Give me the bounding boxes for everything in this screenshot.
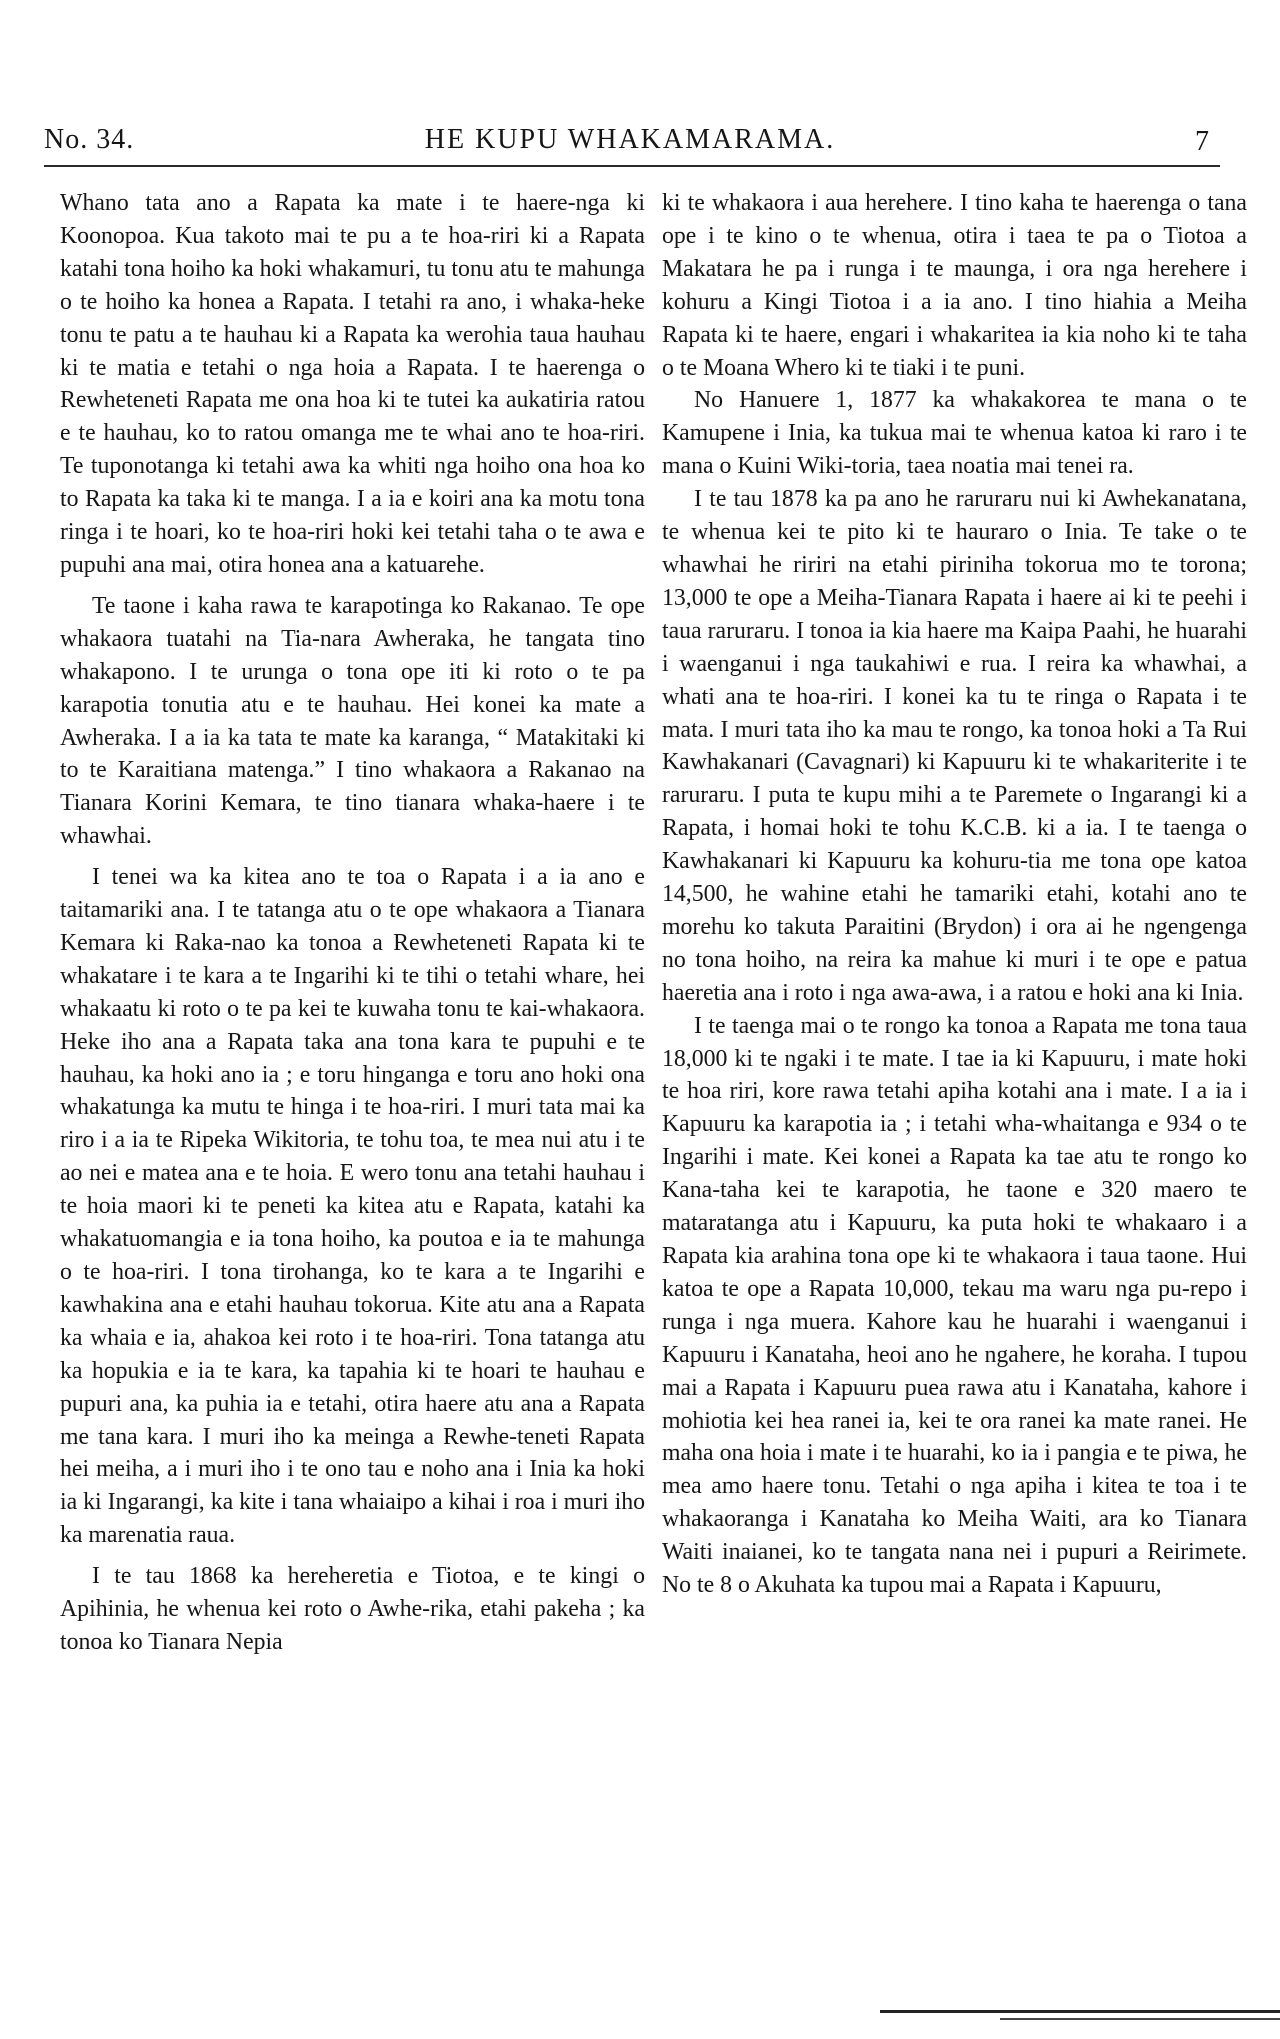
paragraph: No Hanuere 1, 1877 ka whakakorea te mana o te Kamupene i Inia, ka tukua mai te whenua katoa ki raro i te mana o Kuini Wiki-toria, taea noatia mai tenei ra. [662,387,1247,480]
paragraph: I te tau 1878 ka pa ano he raruraru nui ki Awhekanatana, te whenua kei te pito ki te hauraro o Inia. Te take o te whawhai he ririri na etahi piriniha tokorua mo te torona; 13,000 te ope a Meiha-Tianara Rapata i haere ai ki te peehi i taua raruraru. I tonoa ia kia haere ma Kaipa Paahi, he huarahi i waenganui i nga taukahiwi e rua. I reira ka whawhai, a whati ana te hoa-riri. I konei ka tu te ringa o Rapata i te mata. I muri tata iho ka mau te rongo, ka tonoa hoki a Ta Rui Kawhakanari (Cavagnari) ki Kapuuru ki te whakariterite i te raruraru. I puta te kupu mihi a te Paremete o Ingarangi ki a Rapata, i homai hoki te tohu K.C.B. ki a ia. I te taenga o Kawhakanari ki Kapuuru ka kohuru-tia me tona ope katoa 14,500, he wahine etahi he tamariki etahi, kotahi ano te morehu ko takuta Paraitini (Brydon) i ora ai he ngengenga no tona hoiho, na reira ka mahue ki muri i te ope e patua haeretia ana i roto i nga awa-awa, i a ratou e hoki ana ki Inia. [662,486,1247,1006]
page-number: 7 [1195,126,1210,157]
right-column [662,187,1247,1602]
paragraph: I te taenga mai o te rongo ka tonoa a Rapata me tona taua 18,000 ki te ngaki i te mate. I tae ia ki Kapuuru, i mate hoki te hoa riri, kore rawa tetahi apiha kotahi ana i mate. I a ia i Kapuuru ka karapotia ia ; i tetahi wha-whaitanga e 934 o te Ingarihi i mate. Kei konei a Rapata ka tae atu te rongo ko Kana-taha kei te karapotia, he taone e 320 maero te mataratanga atu i Kapuuru, ka puta hoki te whakaaro i a Rapata kia arahina tona ope ki te whakaora i taua taone. Hui katoa te ope a Rapata 10,000, tekau ma waru nga pu-repo i runga i nga muera. Kahore kau he huarahi i waenganui i Kapuuru i Kanataha, heoi ano he ngahere, he koraha. I tupou mai a Rapata i Kapuuru puea rawa atu i Kanataha, kahore i mohiotia kei hea ranei ia, kei te ora ranei ka mate ranei. He maha ona hoia i mate i te huarahi, ko ia i pangia e te piwa, he mea amo haere tonu. Tetahi o nga apiha i kitea te toa i te whakaoranga i Kanataha ko Meiha Waiti, ara ko Tianara Waiti inaianei, ko te tangata nana nei i pupuri a Reirimete. No te 8 o Akuhata ka tupou mai a Rapata i Kapuuru, [662,1012,1247,1599]
paragraph: I te tau 1868 ka hereheretia e Tiotoa, e te kingi o Apihinia, he whenua kei roto o Awhe-rika, etahi pakeha ; ka tonoa ko Tianara Nepia [60,1563,645,1655]
footer-rule [880,2010,1280,2013]
header-rule [44,165,1220,167]
paragraph: I tenei wa ka kitea ano te toa o Rapata i a ia ano e taitamariki ana. I te tatanga atu o te ope whakaora a Tianara Kemara ki Raka-nao ka tonoa a Rewheteneti Rapata ki te whakatare i te kara a te Ingarihi ki te tihi o tetahi whare, hei whakaatu ki roto o te pa kei te kuwaha tonu te kai-whakaora. Heke iho ana a Rapata taka ana tona kara te pupuhi e te hauhau, ka hoki ano ia ; e toru hinganga e toru ano hoki ona whakatunga ka mutu te hinga i te hoa-riri. I muri tata mai ka riro i a ia te Ripeka Wikitoria, te tohu toa, te mea nui atu i te ao nei e matea ana e te hoia. E wero tonu ana tetahi hauhau i te hoia maori ki te peneti ka kitea atu e Rapata, katahi ka whakatuomangia e ia tona hoiho, ka poutoa e ia te mahunga o te hoa-riri. I tona tirohanga, ko te kara a te Ingarihi e kawhakina ana e etahi hauhau tokorua. Kite atu ana a Rapata ka whaia e ia, ahakoa kei roto i te hoa-riri. Tona tatanga atu ka hopukia e ia te kara, ka tapahia ki te hoari te hauhau e pupuri ana, ka puhia ia e tetahi, otira haere atu ana a Rapata me tana kara. I muri iho ka meinga a Rewhe-teneti Rapata hei meiha, a i muri iho i te ono tau e noho ana i Inia ka hoki ia ki Ingarangi, ka kite i tana whaiaipo a kihai i roa i muri iho ka marenatia raua. [60,864,645,1549]
issue-number: No. 34. [44,124,135,155]
footer-rule-secondary [1000,2018,1280,2020]
page-header [40,124,1220,160]
left-column [60,187,645,1659]
paragraph: Whano tata ano a Rapata ka mate i te haere-nga ki Koonopoa. Kua takoto mai te pu a te hoa-riri ki a Rapata katahi tona hoiho ka hoki whakamuri, tu tonu atu te mahunga o te hoiho ka honea a Rapata. I tetahi ra ano, i whaka-heke tonu te patu a te hauhau ki a Rapata ka werohia taua hauhau ki te matia e tetahi o nga hoia a Rapata. I te haerenga o Rewheteneti Rapata me ona hoa ki te tutei ka aukatiria ratou e te hauhau, ko to ratou omanga me te whai ano te hoa-riri. Te tuponotanga ki tetahi awa ka whiti nga hoiho ona hoa ko to Rapata ka taka ki te manga. I a ia e koiri ana ka motu tona ringa i te hoari, ko te hoa-riri hoki kei tetahi taha o te awa e pupuhi ana mai, otira honea ana a katuarehe. [60,190,645,578]
paragraph: Te taone i kaha rawa te karapotinga ko Rakanao. Te ope whakaora tuatahi na Tia-nara Awheraka, he tangata tino whakapono. I te urunga o tona ope iti ki roto o te pa karapotia tonutia atu e te hauhau. Hei konei ka mate a Awheraka. I a ia ka tata te mate ka karanga, “ Matakitaki ki to te Karaitiana matenga.” I tino whakaora a Rakanao na Tianara Korini Kemara, te tino tianara whaka-haere i te whawhai. [60,592,645,850]
paragraph: ki te whakaora i aua herehere. I tino kaha te haerenga o tana ope i te kino o te whenua, otira i taea te pa o Tiotoa a Makatara he pa i runga i te maunga, i ora nga herehere i kohuru a Kingi Tiotoa i a ia ano. I tino hiahia a Meiha Rapata ki te haere, engari i whakaritea ia kia noho ki te taha o te Moana Whero ki te tiaki i te puni. [662,190,1247,381]
running-title: HE KUPU WHAKAMARAMA. [424,124,836,155]
